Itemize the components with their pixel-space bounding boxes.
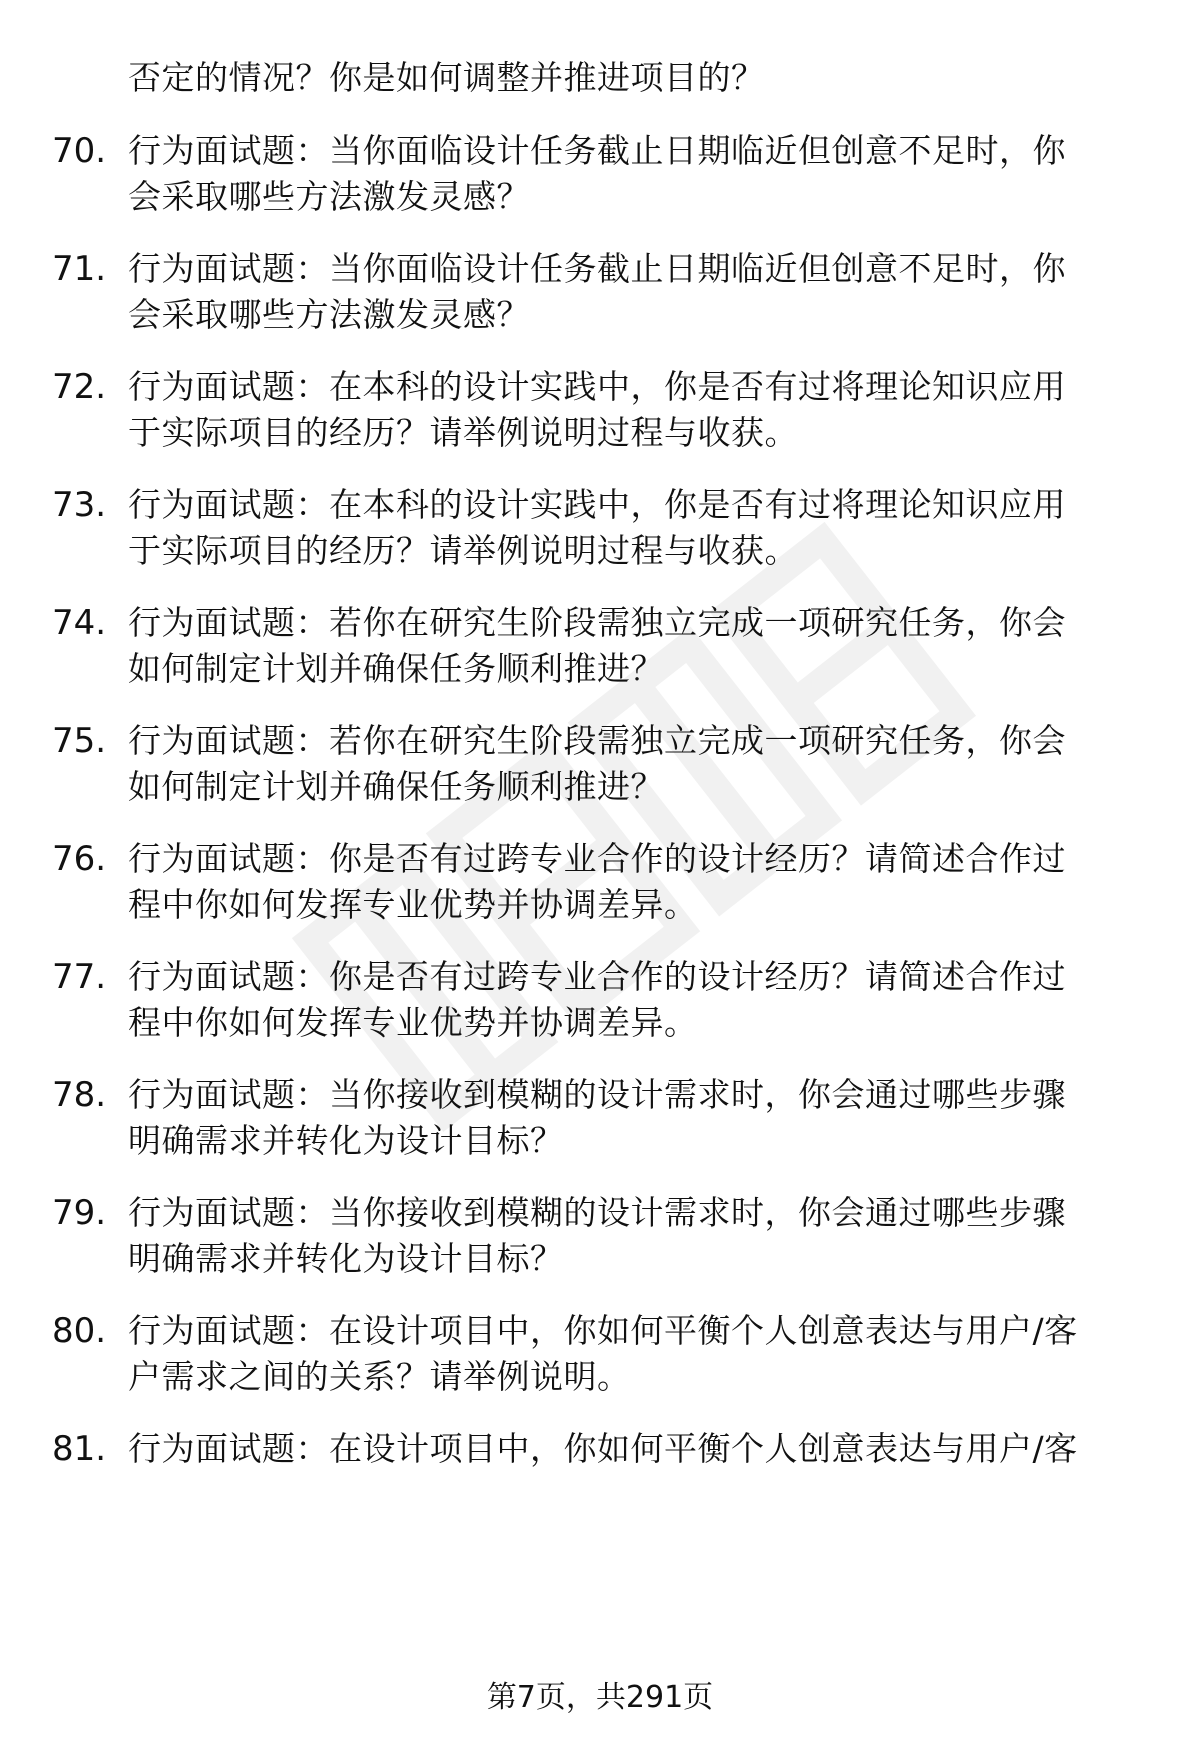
continuation-text: 否定的情况？你是如何调整并推进项目的？ <box>128 58 765 97</box>
question-text: 行为面试题：当你接收到模糊的设计需求时，你会通过哪些步骤 明确需求并转化为设计目标？ <box>128 1075 1066 1160</box>
question-number: 74. <box>52 603 107 643</box>
question-number: 79. <box>52 1193 107 1233</box>
question-text: 行为面试题：当你接收到模糊的设计需求时，你会通过哪些步骤 明确需求并转化为设计目标？ <box>128 1193 1066 1278</box>
question-text: 行为面试题：当你面临设计任务截止日期临近但创意不足时，你 会采取哪些方法激发灵感？ <box>128 131 1066 216</box>
question-number: 81. <box>52 1429 107 1469</box>
question-text: 行为面试题：若你在研究生阶段需独立完成一项研究任务，你会 如何制定计划并确保任务顺利推进？ <box>128 603 1066 688</box>
question-number: 71. <box>52 249 107 289</box>
question-text: 行为面试题：在设计项目中，你如何平衡个人创意表达与用户/客 <box>128 1429 1078 1468</box>
question-number: 73. <box>52 485 107 525</box>
question-text: 行为面试题：当你面临设计任务截止日期临近但创意不足时，你 会采取哪些方法激发灵感？ <box>128 249 1066 334</box>
question-number: 78. <box>52 1075 107 1115</box>
question-number: 72. <box>52 367 107 407</box>
question-text: 行为面试题：你是否有过跨专业合作的设计经历？请简述合作过 程中你如何发挥专业优势并协调差异。 <box>128 957 1066 1042</box>
question-number: 80. <box>52 1311 107 1351</box>
question-number: 75. <box>52 721 107 761</box>
question-number: 76. <box>52 839 107 879</box>
question-number: 70. <box>52 131 107 171</box>
question-text: 行为面试题：你是否有过跨专业合作的设计经历？请简述合作过 程中你如何发挥专业优势并协调差异。 <box>128 839 1066 924</box>
question-text: 行为面试题：在本科的设计实践中，你是否有过将理论知识应用 于实际项目的经历？请举例说明过程与收获。 <box>128 485 1066 570</box>
question-text: 行为面试题：若你在研究生阶段需独立完成一项研究任务，你会 如何制定计划并确保任务顺利推进？ <box>128 721 1066 806</box>
question-number: 77. <box>52 957 107 997</box>
question-text: 行为面试题：在设计项目中，你如何平衡个人创意表达与用户/客 户需求之间的关系？请举例说明。 <box>128 1311 1078 1396</box>
page-indicator: 第7页，共291页 <box>486 1680 714 1715</box>
question-text: 行为面试题：在本科的设计实践中，你是否有过将理论知识应用 于实际项目的经历？请举例说明过程与收获。 <box>128 367 1066 452</box>
